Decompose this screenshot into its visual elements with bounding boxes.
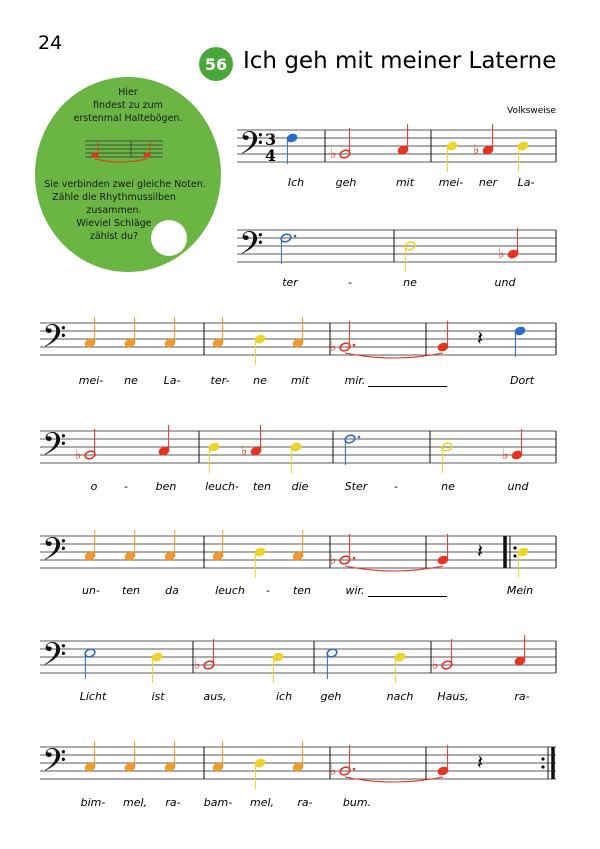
- lyric-syllable: mei-: [438, 176, 464, 189]
- time-signature-bottom: 4: [265, 146, 277, 165]
- repeat-dot: [541, 757, 544, 760]
- lyric-syllable: mit: [290, 374, 310, 387]
- lyric-syllable: ne: [124, 374, 138, 387]
- lyric-syllable: La-: [517, 176, 535, 189]
- lyric-extender-line: [368, 386, 447, 387]
- lyric-syllable: geh: [320, 690, 342, 703]
- lyric-syllable: ten: [121, 584, 141, 597]
- lyric-syllable: mir.: [344, 374, 366, 387]
- bass-clef-icon: 𝄢: [42, 318, 67, 362]
- flat-sign: ♭: [194, 657, 201, 673]
- info-line: zusammen.: [86, 205, 142, 216]
- lyric-syllable: mel,: [122, 796, 148, 809]
- flat-sign: ♭: [330, 339, 337, 355]
- flat-sign: ♭: [330, 552, 337, 568]
- repeat-dot: [541, 765, 544, 768]
- info-line: Hier: [118, 87, 138, 98]
- lyric-syllable: da: [165, 584, 179, 597]
- lyric-syllable: Ster: [344, 480, 368, 493]
- lyric-syllable: bim-: [80, 796, 106, 809]
- lyric-syllable: ter: [282, 276, 298, 289]
- lyric-syllable: leuch-: [205, 480, 239, 493]
- info-line: Zähle die Rhythmussilben: [52, 192, 176, 203]
- lyric-syllable: mei-: [78, 374, 104, 387]
- song-number-badge: 56: [199, 47, 233, 81]
- lyric-syllable: ne: [403, 276, 417, 289]
- lyric-syllable: La-: [163, 374, 181, 387]
- song-title: Ich geh mit meiner Laterne: [243, 48, 557, 74]
- dot: [353, 557, 356, 560]
- lyric-syllable: ten: [292, 584, 312, 597]
- lyric-syllable: Mein: [506, 584, 534, 597]
- lyric-syllable: mit: [395, 176, 415, 189]
- lyric-syllable: ne: [441, 480, 455, 493]
- bass-clef-icon: 𝄢: [42, 636, 67, 680]
- lyric-syllable: -: [266, 584, 270, 597]
- repeat-dot: [513, 554, 516, 557]
- flat-sign: ♭: [330, 146, 337, 162]
- lyric-syllable: mel,: [249, 796, 275, 809]
- lyric-syllable: leuch: [215, 584, 245, 597]
- lyric-syllable: Ich: [287, 176, 305, 189]
- bass-clef-icon: 𝄢: [42, 742, 67, 786]
- lyric-syllable: ben: [155, 480, 177, 493]
- dot: [358, 436, 361, 439]
- bass-clef-icon: 𝄢: [42, 531, 67, 575]
- lyric-syllable: o: [90, 480, 98, 493]
- lyric-syllable: Haus,: [437, 690, 469, 703]
- lyric-syllable: ra-: [165, 796, 181, 809]
- info-line: zählst du?: [89, 231, 139, 242]
- info-line: findest zu zum: [93, 100, 163, 111]
- time-signature-top: 3: [265, 130, 277, 149]
- tie-arc: [345, 353, 443, 358]
- lyric-syllable: ich: [275, 690, 293, 703]
- lyric-syllable: bam-: [203, 796, 233, 809]
- lyric-syllable: nach: [386, 690, 414, 703]
- lyric-syllable: ra-: [297, 796, 313, 809]
- flat-sign: ♭: [473, 142, 480, 158]
- flat-sign: ♭: [502, 447, 509, 463]
- info-line: Sie verbinden zwei gleiche Noten.: [44, 179, 206, 190]
- repeat-dot: [513, 546, 516, 549]
- bass-clef-icon: 𝄢: [239, 125, 264, 169]
- dot: [353, 768, 356, 771]
- lyric-syllable: die: [291, 480, 309, 493]
- quarter-rest-icon: 𝄽: [477, 326, 484, 350]
- quarter-rest-icon: 𝄽: [477, 539, 484, 563]
- dot: [353, 344, 356, 347]
- flat-sign: ♭: [432, 657, 439, 673]
- lyric-syllable: ter-: [210, 374, 230, 387]
- lyric-extender-line: [368, 596, 447, 597]
- lyric-syllable: wir.: [345, 584, 365, 597]
- page-number: 24: [38, 32, 63, 54]
- lyric-syllable: Dort: [509, 374, 535, 387]
- lyric-syllable: ra-: [514, 690, 530, 703]
- composer-label: Volksweise: [507, 106, 556, 116]
- bass-clef-icon: 𝄢: [239, 225, 264, 269]
- lyric-syllable: un-: [82, 584, 100, 597]
- lyric-syllable: -: [348, 276, 352, 289]
- flat-sign: ♭: [241, 443, 248, 459]
- info-line: Wieviel Schläge: [76, 218, 152, 229]
- flat-sign: ♭: [330, 763, 337, 779]
- lyric-syllable: ist: [151, 690, 165, 703]
- lyric-syllable: und: [507, 480, 529, 493]
- lyric-syllable: -: [394, 480, 398, 493]
- lyric-syllable: geh: [335, 176, 357, 189]
- lyric-syllable: aus,: [203, 690, 227, 703]
- lyric-syllable: ten: [252, 480, 272, 493]
- tie-arc: [345, 566, 443, 571]
- lyric-syllable: und: [494, 276, 516, 289]
- info-line: erstenmal Haltebögen.: [73, 113, 183, 124]
- dot: [294, 235, 297, 238]
- lyric-syllable: ner: [478, 176, 498, 189]
- flat-sign: ♭: [498, 246, 505, 262]
- flat-sign: ♭: [75, 447, 82, 463]
- lyric-syllable: -: [124, 480, 128, 493]
- tie-arc: [345, 777, 443, 782]
- lyric-syllable: Licht: [79, 690, 107, 703]
- lyric-syllable: ne: [253, 374, 267, 387]
- quarter-rest-icon: 𝄽: [477, 750, 484, 774]
- lyric-syllable: bum.: [342, 796, 372, 809]
- bass-clef-icon: 𝄢: [42, 426, 67, 470]
